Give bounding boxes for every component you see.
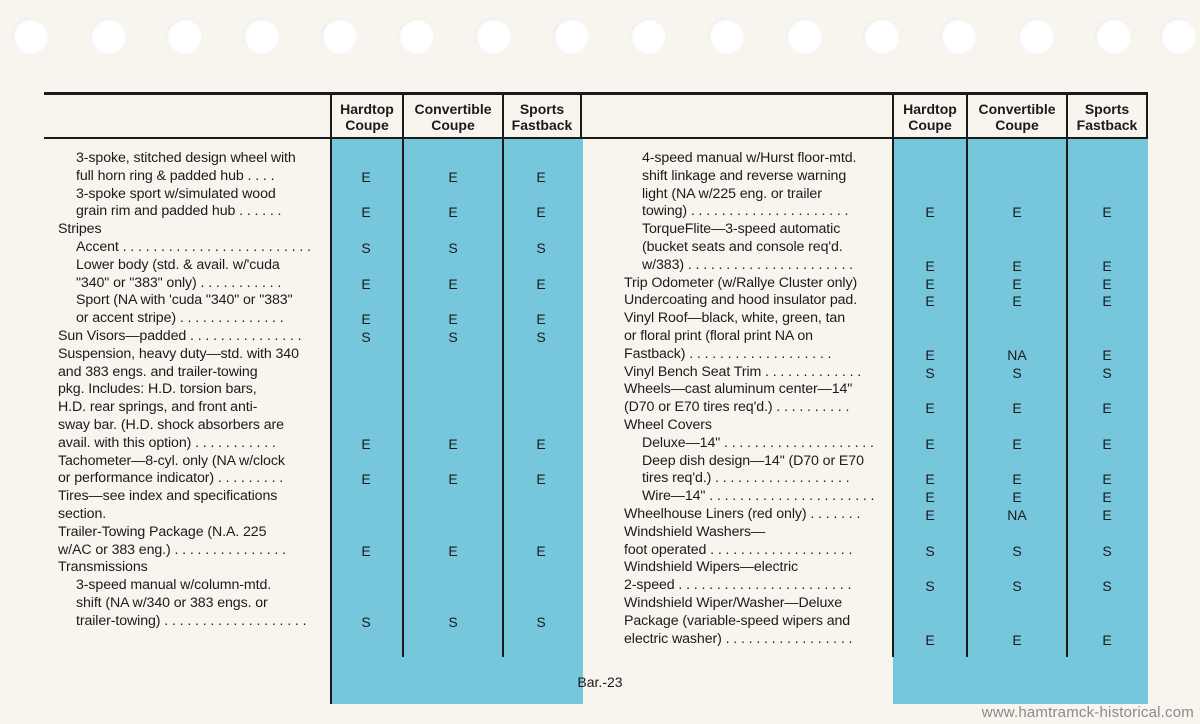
- right-column-divider: [966, 92, 968, 657]
- fastback-value: S: [536, 329, 546, 345]
- item-description: Vinyl Roof—black, white, green, tan or floral print (floral print NA on Fastback) . . . . . . . . . . . . . . . . . . .: [624, 310, 845, 362]
- convertible-value: S: [1012, 578, 1022, 595]
- column-header-hardtop: Hardtop Coupe: [903, 101, 957, 133]
- hardtop-value: E: [361, 471, 371, 488]
- item-description: Undercoating and hood insulator pad.: [624, 292, 858, 309]
- fastback-value: S: [1102, 578, 1112, 595]
- item-description: Wheelhouse Liners (red only) . . . . . . .: [624, 506, 861, 522]
- binder-hole: [708, 18, 744, 54]
- hardtop-value: S: [361, 329, 371, 345]
- fastback-value: E: [536, 275, 546, 292]
- convertible-value: E: [1012, 471, 1022, 488]
- fastback-value: S: [536, 240, 546, 256]
- convertible-value: NA: [1007, 346, 1027, 363]
- hardtop-value: S: [925, 542, 935, 559]
- left-column-divider: [402, 92, 404, 657]
- hardtop-value: E: [361, 542, 371, 559]
- binder-hole: [786, 18, 822, 54]
- binder-holes: [0, 18, 1200, 58]
- column-header-hardtop: Hardtop Coupe: [340, 101, 394, 133]
- convertible-value: E: [1012, 489, 1022, 506]
- hardtop-value: E: [925, 275, 935, 292]
- item-description: Deluxe—14" . . . . . . . . . . . . . . . . . . . .: [642, 434, 874, 451]
- binder-hole: [90, 18, 126, 54]
- right-column-divider: [892, 92, 894, 657]
- column-header-convertible: Convertible Coupe: [414, 101, 492, 133]
- convertible-value: E: [1012, 204, 1022, 221]
- binder-hole: [166, 18, 202, 54]
- hardtop-value: S: [361, 613, 371, 630]
- fastback-value: E: [536, 168, 546, 185]
- fastback-value: E: [1102, 471, 1112, 488]
- hardtop-value: E: [925, 471, 935, 488]
- fastback-value: E: [536, 311, 546, 328]
- item-description: Trip Odometer (w/Rallye Cluster only): [624, 274, 858, 291]
- fastback-value: E: [536, 542, 546, 559]
- convertible-value: E: [1012, 275, 1022, 292]
- fastback-value: E: [1102, 507, 1112, 523]
- fastback-value: E: [536, 471, 546, 488]
- right-column-divider: [1146, 92, 1148, 139]
- item-description: Tachometer—8-cyl. only (NA w/clock or performance indicator) . . . . . . . . .: [58, 452, 285, 487]
- convertible-value: S: [448, 240, 458, 256]
- left-column-divider: [502, 92, 504, 657]
- binder-hole: [553, 18, 589, 54]
- fastback-value: E: [1102, 275, 1112, 292]
- hardtop-value: S: [361, 240, 371, 256]
- fastback-value: E: [1102, 293, 1112, 310]
- hardtop-value: E: [925, 204, 935, 221]
- binder-hole: [475, 18, 511, 54]
- item-description: Wheels—cast aluminum center—14" (D70 or E70 tires req'd.) . . . . . . . . . .: [624, 381, 853, 416]
- binder-hole: [12, 18, 48, 54]
- binder-hole: [1160, 18, 1196, 54]
- item-description: 4-speed manual w/Hurst floor-mtd. shift linkage and reverse warning light (NA w/225 eng. or trailer towing) . . . . . . . . . . . . . . . . . . . . .: [642, 150, 857, 220]
- binder-hole: [321, 18, 357, 54]
- item-description: 3-spoke, stitched design wheel with full horn ring & padded hub . . . .: [76, 150, 296, 184]
- item-description: Wire—14" . . . . . . . . . . . . . . . . . . . . . .: [642, 488, 875, 505]
- hardtop-value: E: [361, 435, 371, 452]
- hardtop-value: S: [925, 364, 935, 381]
- item-description: TorqueFlite—3-speed automatic (bucket seats and console req'd. w/383) . . . . . . . . . . . . . . . . . . . . . .: [642, 221, 854, 273]
- convertible-value: E: [448, 435, 458, 452]
- fastback-value: E: [536, 435, 546, 452]
- hardtop-value: E: [925, 257, 935, 274]
- convertible-value: E: [448, 204, 458, 221]
- item-description: Vinyl Bench Seat Trim . . . . . . . . . . . . .: [624, 363, 862, 380]
- binder-hole: [243, 18, 279, 54]
- hardtop-value: E: [361, 168, 371, 185]
- left-column-divider: [580, 92, 582, 139]
- convertible-value: S: [448, 329, 458, 345]
- page-number: Bar.-23: [577, 674, 623, 690]
- binder-hole: [1095, 18, 1131, 54]
- convertible-value: E: [1012, 631, 1022, 648]
- fastback-value: E: [536, 204, 546, 221]
- watermark: www.hamtramck-historical.com: [981, 704, 1194, 721]
- fastback-value: E: [1102, 346, 1112, 363]
- fastback-value: S: [1102, 542, 1112, 559]
- hardtop-value: E: [925, 293, 935, 310]
- hardtop-value: E: [361, 311, 371, 328]
- convertible-value: E: [448, 311, 458, 328]
- item-description: Tires—see index and specifications section.: [58, 488, 278, 522]
- item-description: 3-spoke sport w/simulated wood grain rim and padded hub . . . . . .: [76, 185, 282, 220]
- right-column-divider: [1066, 92, 1068, 657]
- column-header-convertible: Convertible Coupe: [978, 101, 1056, 133]
- item-description: 3-speed manual w/column-mtd. shift (NA w/340 or 383 engs. or trailer-towing) . . . . . . . . . . . . . . . . . . .: [76, 577, 307, 629]
- convertible-value: E: [448, 471, 458, 488]
- item-description: Suspension, heavy duty—std. with 340 and 383 engs. and trailer-towing pkg. Includes: H.D. torsion bars, H.D. rear springs, and front anti- sway bar. (H.D. shock absorbers are avail. with this option) . . . . . . . . . . .: [58, 345, 299, 451]
- convertible-value: S: [1012, 364, 1022, 381]
- item-description: Windshield Washers— foot operated . . . . . . . . . . . . . . . . . . .: [624, 523, 853, 558]
- convertible-value: E: [1012, 293, 1022, 310]
- binder-hole: [630, 18, 666, 54]
- item-description: Windshield Wipers—electric 2-speed . . . . . . . . . . . . . . . . . . . . . . .: [624, 559, 852, 594]
- item-description: Windshield Wiper/Washer—Deluxe Package (variable-speed wipers and electric washer) . . . . . . . . . . . . . . . . .: [624, 595, 853, 647]
- hardtop-value: S: [925, 578, 935, 595]
- convertible-value: E: [1012, 257, 1022, 274]
- hardtop-value: E: [925, 507, 935, 523]
- fastback-value: E: [1102, 400, 1112, 417]
- hardtop-value: E: [925, 631, 935, 648]
- binder-hole: [1018, 18, 1054, 54]
- left-column-divider: [330, 92, 332, 704]
- convertible-value: E: [448, 275, 458, 292]
- hardtop-value: E: [361, 204, 371, 221]
- convertible-value: NA: [1007, 507, 1027, 523]
- fastback-value: E: [1102, 435, 1112, 452]
- convertible-value: E: [1012, 435, 1022, 452]
- hardtop-value: E: [925, 400, 935, 417]
- item-description: Accent . . . . . . . . . . . . . . . . . . . . . . . . .: [76, 239, 311, 255]
- item-description: Trailer-Towing Package (N.A. 225 w/AC or 383 eng.) . . . . . . . . . . . . . . .: [58, 523, 286, 558]
- right-shaded-columns: [893, 139, 1148, 704]
- column-header-fastback: Sports Fastback: [511, 101, 573, 133]
- item-description: Deep dish design—14" (D70 or E70 tires req'd.) . . . . . . . . . . . . . . . . . .: [642, 452, 864, 487]
- fastback-value: E: [1102, 257, 1112, 274]
- binder-hole: [863, 18, 899, 54]
- convertible-value: E: [448, 542, 458, 559]
- item-description: Lower body (std. & avail. w/'cuda "340" or "383" only) . . . . . . . . . . .: [76, 256, 282, 291]
- item-description: Stripes: [58, 221, 102, 238]
- item-description: Sport (NA with 'cuda "340" or "383" or accent stripe) . . . . . . . . . . . . . .: [76, 292, 293, 327]
- convertible-value: E: [448, 168, 458, 185]
- fastback-value: S: [536, 613, 546, 630]
- convertible-value: E: [1012, 400, 1022, 417]
- hardtop-value: E: [361, 275, 371, 292]
- fastback-value: E: [1102, 631, 1112, 648]
- fastback-value: S: [1102, 364, 1112, 381]
- fastback-value: E: [1102, 489, 1112, 506]
- convertible-value: S: [448, 613, 458, 630]
- item-description: Wheel Covers: [624, 417, 712, 433]
- binder-hole: [940, 18, 976, 54]
- item-description: Sun Visors—padded . . . . . . . . . . . . . . .: [58, 328, 302, 344]
- right-top-rule: [582, 92, 1148, 95]
- hardtop-value: E: [925, 346, 935, 363]
- hardtop-value: E: [925, 489, 935, 506]
- binder-hole: [398, 18, 434, 54]
- hardtop-value: E: [925, 435, 935, 452]
- convertible-value: S: [1012, 542, 1022, 559]
- column-header-fastback: Sports Fastback: [1076, 101, 1138, 133]
- item-description: Transmissions: [58, 559, 148, 576]
- fastback-value: E: [1102, 204, 1112, 221]
